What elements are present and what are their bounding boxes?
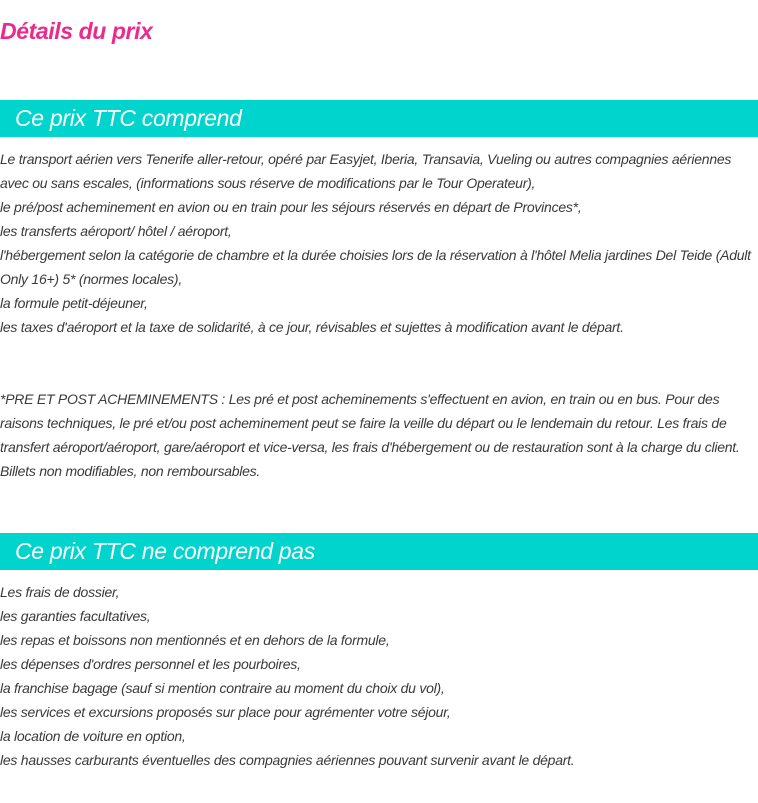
excludes-item-meals: les repas et boissons non mentionnés et en dehors de la formule,: [0, 632, 390, 648]
includes-header: [0, 100, 758, 137]
pre-post-note: *PRE ET POST ACHEMINEMENTS : Les pré et post acheminements s'effectuent en avion, en train ou en bus. Pour des raisons techniques, le pré et/ou post acheminement peut se faire la veille du départ ou le lendemain du retour. Les frais de transfert aéroport/aéroport, gare/aéroport et vice-versa, les frais d'hébergement ou de restauration sont à la charge du client. Billets non modifiables, non remboursables.: [0, 391, 740, 479]
includes-item-breakfast: la formule petit-déjeuner,: [0, 295, 148, 311]
includes-item-taxes: les taxes d'aéroport et la taxe de solidarité, à ce jour, révisables et sujettes à modification avant le départ.: [0, 319, 624, 335]
excludes-item-personal-expenses: les dépenses d'ordres personnel et les pourboires,: [0, 656, 301, 672]
excludes-item-car-rental: la location de voiture en option,: [0, 728, 186, 744]
excludes-list: [0, 580, 758, 772]
includes-item-transfers: les transferts aéroport/ hôtel / aéroport,: [0, 223, 232, 239]
includes-item-pre-post: le pré/post acheminement en avion ou en train pour les séjours réservés en départ de Provinces*,: [0, 199, 582, 215]
excludes-heading: Ce prix TTC ne comprend pas: [15, 538, 315, 564]
excludes-item-fuel-surcharge: les hausses carburants éventuelles des compagnies aériennes pouvant survenir avant le départ.: [0, 752, 575, 768]
excludes-item-fees: Les frais de dossier,: [0, 584, 120, 600]
includes-item-transport: Le transport aérien vers Tenerife aller-retour, opéré par Easyjet, Iberia, Transavia, Vueling ou autres compagnies aériennes avec ou sans escales, (informations sous réserve de modifications par le Tour Operateur),: [0, 151, 732, 191]
excludes-header: [0, 533, 758, 570]
includes-item-accommodation: l'hébergement selon la catégorie de chambre et la durée choisies lors de la réservation à l'hôtel Melia jardines Del Teide (Adult Only 16+) 5* (normes locales),: [0, 247, 751, 287]
excludes-item-excursions: les services et excursions proposés sur place pour agrémenter votre séjour,: [0, 704, 451, 720]
includes-heading: Ce prix TTC comprend: [15, 105, 242, 131]
includes-list: [0, 147, 758, 339]
excludes-item-insurance: les garanties facultatives,: [0, 608, 151, 624]
page-title: Détails du prix: [0, 18, 153, 44]
excludes-item-baggage: la franchise bagage (sauf si mention contraire au moment du choix du vol),: [0, 680, 445, 696]
